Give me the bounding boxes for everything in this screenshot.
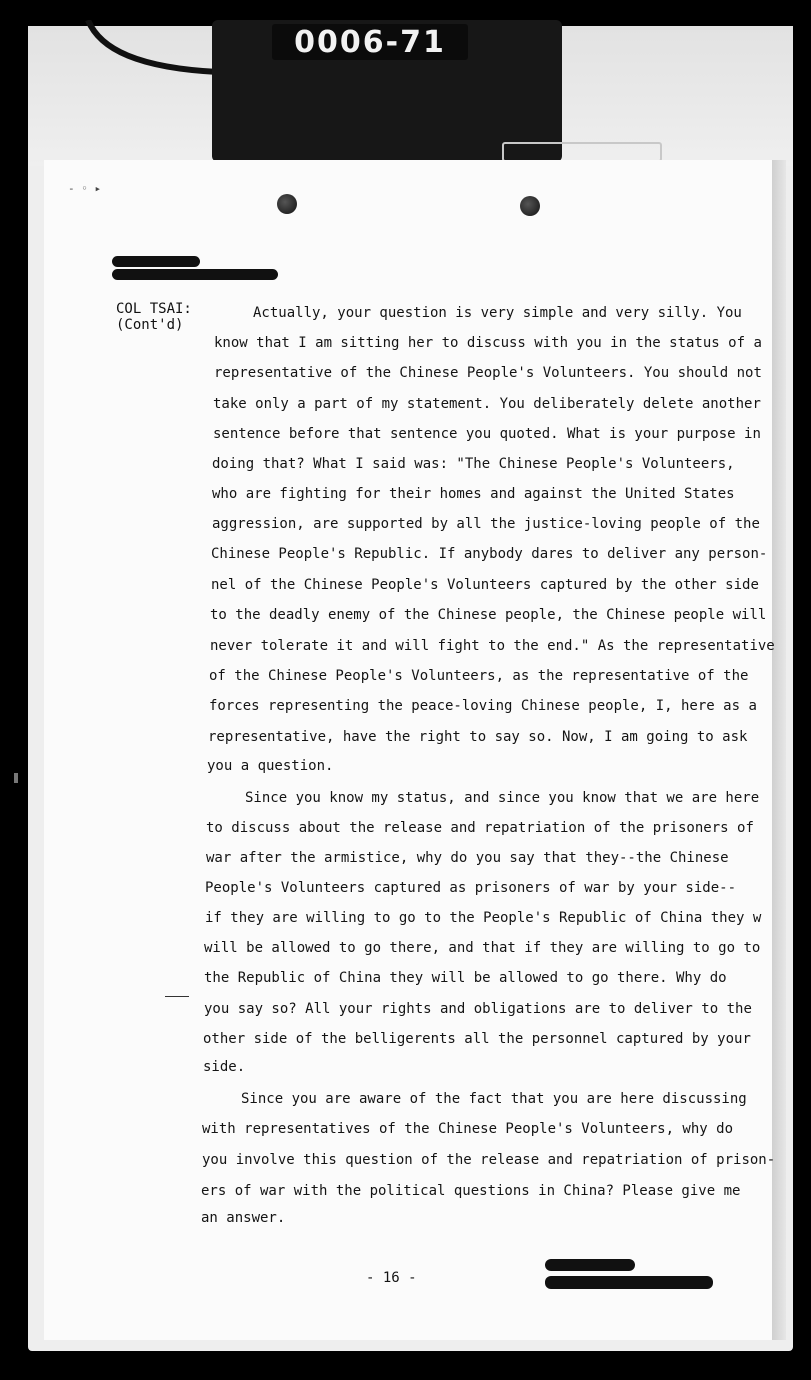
text-line: nel of the Chinese People's Volunteers captured by the other side [211,577,759,593]
text-line: never tolerate it and will fight to the end." As the representative [210,638,775,654]
margin-mark [165,996,189,997]
text-line: the Republic of China they will be allowed to go there. Why do [204,970,727,986]
counter-slot [502,142,662,162]
redaction-bar [545,1276,713,1289]
text-line: Chinese People's Republic. If anybody dares to deliver any person- [211,546,768,562]
text-line: ers of war with the political questions in China? Please give me [201,1183,741,1199]
punch-hole-icon [520,196,540,216]
text-line: who are fighting for their homes and against the United States [212,486,735,502]
text-line: other side of the belligerents all the personnel captured by your [203,1031,751,1047]
text-line: People's Volunteers captured as prisoners of war by your side-- [205,880,737,896]
text-line: with representatives of the Chinese People's Volunteers, why do [202,1121,734,1137]
speaker-continued: (Cont'd) [116,317,184,333]
text-line: sentence before that sentence you quoted. What is your purpose in [213,426,761,442]
speaker-name: COL TSAI: [116,301,192,317]
text-line: war after the armistice, why do you say that they--the Chinese [206,850,729,866]
text-line: Actually, your question is very simple and very silly. You [253,305,742,321]
text-line: you say so? All your rights and obligations are to deliver to the [204,1001,752,1017]
text-line: representative of the Chinese People's Volunteers. You should not [214,365,762,381]
frame-counter-window [272,24,468,60]
text-line: to discuss about the release and repatriation of the prisoners of [206,820,754,836]
text-line: Since you know my status, and since you know that we are here [245,790,760,806]
text-line: you involve this question of the release and repatriation of prison- [202,1152,776,1168]
frame-counter-digits: 0006-71 [294,24,446,60]
page-number: - 16 - [366,1270,417,1286]
text-line: Since you are aware of the fact that you are here discussing [241,1091,747,1107]
cable-icon [80,20,220,80]
text-line: side. [203,1059,246,1075]
text-line: doing that? What I said was: "The Chinese People's Volunteers, [212,456,735,472]
redaction-bar [112,256,200,267]
text-line: you a question. [207,758,334,774]
text-line: representative, have the right to say so. Now, I am going to ask [208,729,748,745]
text-line: know that I am sitting her to discuss with you in the status of a [214,335,762,351]
text-line: if they are willing to go to the People's Republic of China they w [205,910,762,926]
text-line: to the deadly enemy of the Chinese people, the Chinese people will [210,607,767,623]
text-line: aggression, are supported by all the justice-loving people of the [212,516,760,532]
edge-mark [14,773,18,783]
text-line: take only a part of my statement. You deliberately delete another [213,396,761,412]
marginal-marks: - ◦ ▸ [68,182,102,195]
redaction-bar [545,1259,635,1271]
text-line: of the Chinese People's Volunteers, as the representative of the [209,668,749,684]
punch-hole-icon [277,194,297,214]
text-line: will be allowed to go there, and that if they are willing to go to [204,940,761,956]
text-line: forces representing the peace-loving Chinese people, I, here as a [209,698,757,714]
text-line: an answer. [201,1210,286,1226]
redaction-bar [112,269,278,280]
